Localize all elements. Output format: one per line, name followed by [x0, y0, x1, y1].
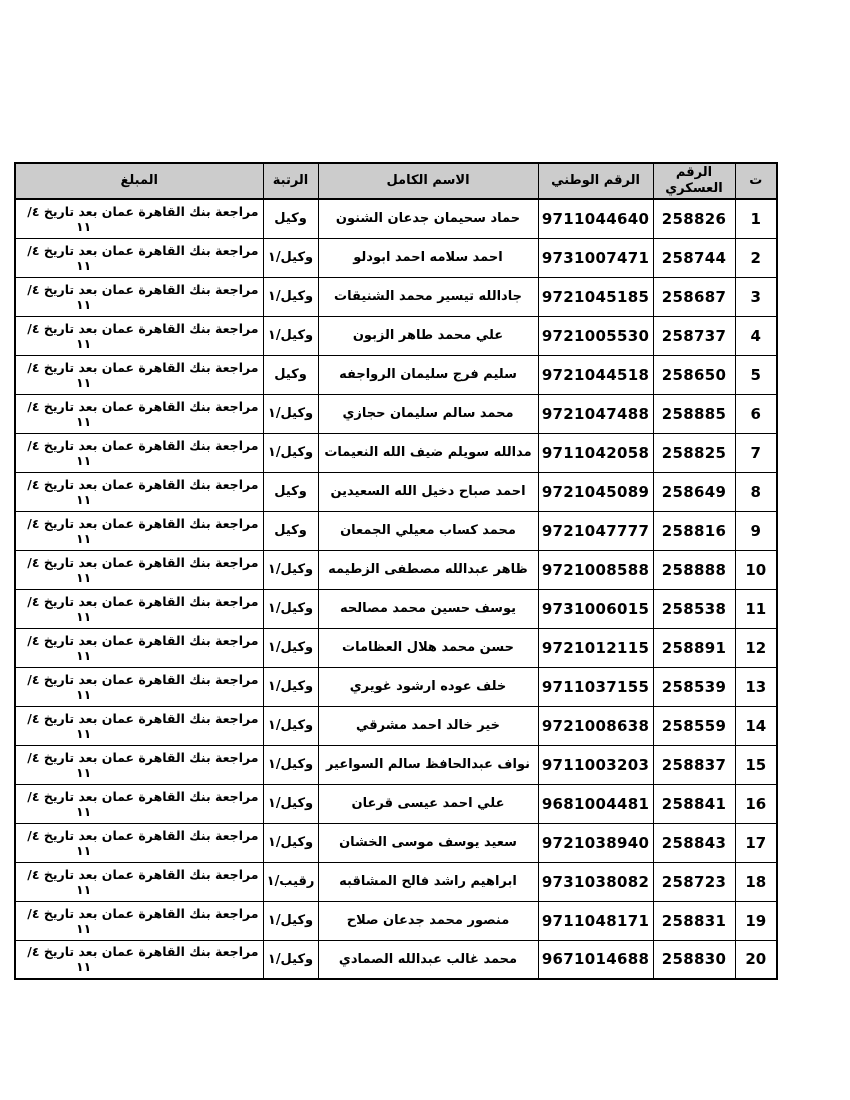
table-row	[15, 667, 777, 706]
cell-military-number: 258816	[653, 511, 735, 550]
table-row	[15, 199, 777, 238]
cell-military-number: 258538	[653, 589, 735, 628]
cell-amount	[15, 706, 263, 745]
amount-text-line1: مراجعة بنك القاهرة عمان بعد تاريخ ٤/	[27, 437, 259, 453]
cell-national-number: 9681004481	[538, 784, 653, 823]
cell-national-number: 9731006015	[538, 589, 653, 628]
cell-military-number: 258888	[653, 550, 735, 589]
amount-text-line1: مراجعة بنك القاهرة عمان بعد تاريخ ٤/	[27, 554, 259, 570]
amount-text-line2: ١١	[76, 842, 92, 858]
table-row	[15, 901, 777, 940]
amount-text-line2: ١١	[76, 452, 92, 468]
amount-text-line2: ١١	[76, 530, 92, 546]
cell-rank: وكيل/١	[263, 316, 318, 355]
cell-amount	[15, 550, 263, 589]
cell-national-number: 9711042058	[538, 433, 653, 472]
cell-military-number: 258744	[653, 238, 735, 277]
cell-rank: وكيل/١	[263, 940, 318, 979]
amount-text-line2: ١١	[76, 413, 92, 429]
cell-amount	[15, 238, 263, 277]
cell-amount	[15, 745, 263, 784]
cell-national-number: 9731038082	[538, 862, 653, 901]
amount-text-line2: ١١	[76, 608, 92, 624]
amount-text-line2: ١١	[76, 374, 92, 390]
cell-rank: وكيل/١	[263, 628, 318, 667]
cell-index: 10	[735, 550, 777, 589]
amount-text-line1: مراجعة بنك القاهرة عمان بعد تاريخ ٤/	[27, 242, 259, 258]
cell-full-name: ابراهيم راشد فالح المشاقبه	[318, 862, 538, 901]
cell-full-name: يوسف حسين محمد مصالحه	[318, 589, 538, 628]
amount-text-line1: مراجعة بنك القاهرة عمان بعد تاريخ ٤/	[27, 203, 259, 219]
table-row	[15, 862, 777, 901]
cell-national-number: 9721044518	[538, 355, 653, 394]
table-row	[15, 472, 777, 511]
cell-military-number: 258841	[653, 784, 735, 823]
amount-text-line1: مراجعة بنك القاهرة عمان بعد تاريخ ٤/	[27, 359, 259, 375]
amount-text-line1: مراجعة بنك القاهرة عمان بعد تاريخ ٤/	[27, 398, 259, 414]
cell-full-name: سعيد يوسف موسى الخشان	[318, 823, 538, 862]
cell-rank: وكيل/١	[263, 745, 318, 784]
table-row	[15, 277, 777, 316]
amount-text-line1: مراجعة بنك القاهرة عمان بعد تاريخ ٤/	[27, 749, 259, 765]
cell-amount	[15, 589, 263, 628]
col-header-military-number: الرقم العسكري	[653, 163, 735, 199]
amount-text-line1: مراجعة بنك القاهرة عمان بعد تاريخ ٤/	[27, 710, 259, 726]
cell-national-number: 9711003203	[538, 745, 653, 784]
cell-rank: وكيل/١	[263, 901, 318, 940]
table-row	[15, 238, 777, 277]
cell-full-name: احمد سلامه احمد ابودلو	[318, 238, 538, 277]
cell-amount	[15, 433, 263, 472]
cell-military-number: 258539	[653, 667, 735, 706]
table-row	[15, 550, 777, 589]
amount-text-line2: ١١	[76, 881, 92, 897]
cell-amount	[15, 862, 263, 901]
cell-amount	[15, 901, 263, 940]
amount-text-line2: ١١	[76, 647, 92, 663]
amount-text-line1: مراجعة بنك القاهرة عمان بعد تاريخ ٤/	[27, 671, 259, 687]
cell-military-number: 258649	[653, 472, 735, 511]
amount-text-line1: مراجعة بنك القاهرة عمان بعد تاريخ ٤/	[27, 476, 259, 492]
amount-text-line1: مراجعة بنك القاهرة عمان بعد تاريخ ٤/	[27, 515, 259, 531]
cell-rank: وكيل/١	[263, 433, 318, 472]
table-row	[15, 394, 777, 433]
cell-military-number: 258687	[653, 277, 735, 316]
table-row	[15, 433, 777, 472]
cell-index: 17	[735, 823, 777, 862]
amount-text-line1: مراجعة بنك القاهرة عمان بعد تاريخ ٤/	[27, 866, 259, 882]
cell-military-number: 258737	[653, 316, 735, 355]
cell-full-name: منصور محمد جدعان صلاح	[318, 901, 538, 940]
cell-rank: وكيل	[263, 472, 318, 511]
cell-national-number: 9711044640	[538, 199, 653, 238]
cell-rank: وكيل	[263, 199, 318, 238]
amount-text-line2: ١١	[76, 920, 92, 936]
cell-index: 3	[735, 277, 777, 316]
cell-amount	[15, 355, 263, 394]
cell-index: 16	[735, 784, 777, 823]
table-row	[15, 745, 777, 784]
table-row	[15, 355, 777, 394]
amount-text-line1: مراجعة بنك القاهرة عمان بعد تاريخ ٤/	[27, 281, 259, 297]
amount-text-line1: مراجعة بنك القاهرة عمان بعد تاريخ ٤/	[27, 320, 259, 336]
amount-text-line2: ١١	[76, 569, 92, 585]
cell-national-number: 9721008588	[538, 550, 653, 589]
amount-text-line1: مراجعة بنك القاهرة عمان بعد تاريخ ٤/	[27, 632, 259, 648]
cell-military-number: 258885	[653, 394, 735, 433]
cell-national-number: 9671014688	[538, 940, 653, 979]
cell-full-name: احمد صباح دخيل الله السعيدين	[318, 472, 538, 511]
cell-military-number: 258825	[653, 433, 735, 472]
cell-amount	[15, 277, 263, 316]
personnel-table	[14, 162, 778, 980]
cell-full-name: حماد سحيمان جدعان الشنون	[318, 199, 538, 238]
amount-text-line2: ١١	[76, 491, 92, 507]
cell-rank: رقيب/١	[263, 862, 318, 901]
cell-amount	[15, 199, 263, 238]
cell-military-number: 258723	[653, 862, 735, 901]
cell-rank: وكيل/١	[263, 784, 318, 823]
cell-military-number: 258559	[653, 706, 735, 745]
cell-full-name: خير خالد احمد مشرقي	[318, 706, 538, 745]
cell-full-name: نواف عبدالحافظ سالم السواعير	[318, 745, 538, 784]
cell-full-name: محمد سالم سليمان حجازي	[318, 394, 538, 433]
col-header-rank: الرتبة	[263, 163, 318, 199]
cell-index: 8	[735, 472, 777, 511]
cell-national-number: 9711048171	[538, 901, 653, 940]
cell-index: 4	[735, 316, 777, 355]
cell-military-number: 258830	[653, 940, 735, 979]
cell-full-name: ظاهر عبدالله مصطفى الزطيمه	[318, 550, 538, 589]
table-row	[15, 511, 777, 550]
col-header-amount: المبلغ	[15, 163, 263, 199]
cell-amount	[15, 511, 263, 550]
cell-full-name: علي احمد عيسى قرعان	[318, 784, 538, 823]
amount-text-line2: ١١	[76, 335, 92, 351]
table-row	[15, 784, 777, 823]
amount-text-line2: ١١	[76, 257, 92, 273]
table-body	[15, 199, 777, 979]
cell-rank: وكيل/١	[263, 667, 318, 706]
amount-text-line1: مراجعة بنك القاهرة عمان بعد تاريخ ٤/	[27, 788, 259, 804]
cell-rank: وكيل/١	[263, 238, 318, 277]
table-header	[15, 163, 777, 199]
cell-national-number: 9721047488	[538, 394, 653, 433]
cell-index: 11	[735, 589, 777, 628]
cell-index: 5	[735, 355, 777, 394]
amount-text-line1: مراجعة بنك القاهرة عمان بعد تاريخ ٤/	[27, 905, 259, 921]
cell-full-name: مدالله سويلم ضيف الله النعيمات	[318, 433, 538, 472]
table-header-row	[15, 163, 777, 199]
table-row	[15, 823, 777, 862]
cell-index: 2	[735, 238, 777, 277]
amount-text-line2: ١١	[76, 296, 92, 312]
col-header-full-name: الاسم الكامل	[318, 163, 538, 199]
cell-full-name: حسن محمد هلال العظامات	[318, 628, 538, 667]
cell-military-number: 258831	[653, 901, 735, 940]
amount-text-line2: ١١	[76, 218, 92, 234]
cell-military-number: 258843	[653, 823, 735, 862]
col-header-index: ت	[735, 163, 777, 199]
cell-full-name: جادالله تيسير محمد الشنيقات	[318, 277, 538, 316]
cell-full-name: علي محمد طاهر الزبون	[318, 316, 538, 355]
cell-index: 9	[735, 511, 777, 550]
cell-index: 18	[735, 862, 777, 901]
cell-full-name: سليم فرج سليمان الرواجفه	[318, 355, 538, 394]
cell-rank: وكيل	[263, 355, 318, 394]
cell-rank: وكيل/١	[263, 277, 318, 316]
cell-national-number: 9721045185	[538, 277, 653, 316]
amount-text-line1: مراجعة بنك القاهرة عمان بعد تاريخ ٤/	[27, 827, 259, 843]
cell-amount	[15, 667, 263, 706]
amount-text-line2: ١١	[76, 725, 92, 741]
cell-full-name: محمد غالب عبدالله الصمادي	[318, 940, 538, 979]
cell-amount	[15, 472, 263, 511]
amount-text-line2: ١١	[76, 686, 92, 702]
amount-text-line1: مراجعة بنك القاهرة عمان بعد تاريخ ٤/	[27, 944, 259, 960]
col-header-national-number: الرقم الوطني	[538, 163, 653, 199]
cell-index: 1	[735, 199, 777, 238]
cell-amount	[15, 628, 263, 667]
cell-rank: وكيل	[263, 511, 318, 550]
cell-national-number: 9711037155	[538, 667, 653, 706]
table-row	[15, 316, 777, 355]
cell-national-number: 9721047777	[538, 511, 653, 550]
cell-index: 14	[735, 706, 777, 745]
cell-amount	[15, 940, 263, 979]
cell-national-number: 9721005530	[538, 316, 653, 355]
cell-index: 13	[735, 667, 777, 706]
cell-military-number: 258650	[653, 355, 735, 394]
cell-military-number: 258826	[653, 199, 735, 238]
amount-text-line1: مراجعة بنك القاهرة عمان بعد تاريخ ٤/	[27, 593, 259, 609]
cell-full-name: محمد كساب معيلي الجمعان	[318, 511, 538, 550]
cell-national-number: 9721045089	[538, 472, 653, 511]
cell-national-number: 9721012115	[538, 628, 653, 667]
cell-index: 15	[735, 745, 777, 784]
amount-text-line2: ١١	[76, 959, 92, 975]
cell-rank: وكيل/١	[263, 550, 318, 589]
cell-full-name: خلف عوده ارشود غويري	[318, 667, 538, 706]
table-row	[15, 589, 777, 628]
cell-rank: وكيل/١	[263, 823, 318, 862]
cell-national-number: 9731007471	[538, 238, 653, 277]
cell-index: 7	[735, 433, 777, 472]
cell-rank: وكيل/١	[263, 706, 318, 745]
cell-amount	[15, 394, 263, 433]
amount-text-line2: ١١	[76, 764, 92, 780]
cell-military-number: 258891	[653, 628, 735, 667]
cell-rank: وكيل/١	[263, 589, 318, 628]
cell-amount	[15, 316, 263, 355]
cell-military-number: 258837	[653, 745, 735, 784]
cell-amount	[15, 823, 263, 862]
cell-amount	[15, 784, 263, 823]
table-row	[15, 628, 777, 667]
cell-index: 20	[735, 940, 777, 979]
cell-index: 19	[735, 901, 777, 940]
amount-text-line2: ١١	[76, 803, 92, 819]
cell-national-number: 9721038940	[538, 823, 653, 862]
cell-index: 6	[735, 394, 777, 433]
table-row	[15, 706, 777, 745]
cell-index: 12	[735, 628, 777, 667]
cell-rank: وكيل/١	[263, 394, 318, 433]
cell-national-number: 9721008638	[538, 706, 653, 745]
table-row	[15, 940, 777, 979]
